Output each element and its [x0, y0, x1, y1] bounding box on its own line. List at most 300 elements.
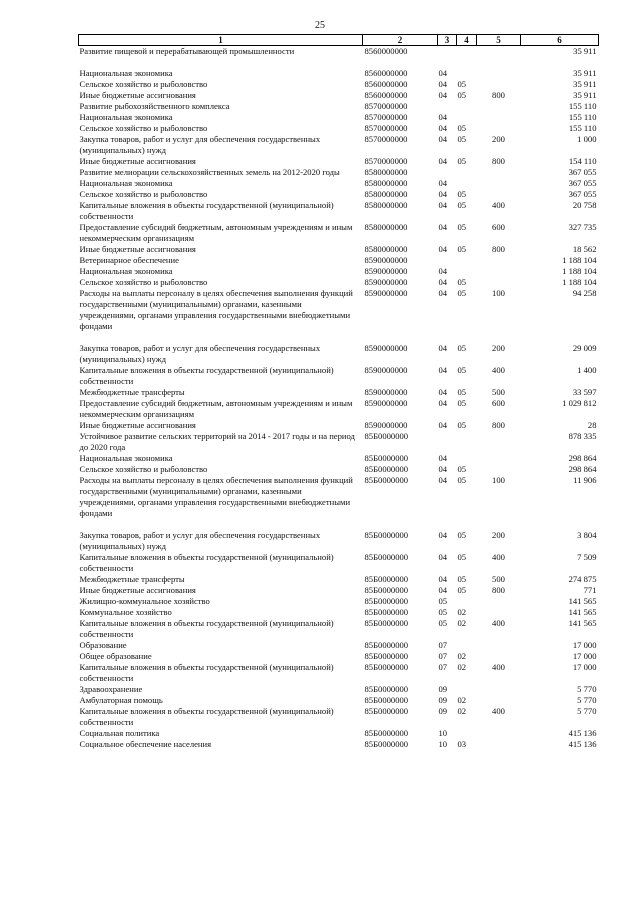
row-code: 8570000000	[364, 156, 408, 166]
row-code: 8590000000	[364, 266, 408, 276]
row-section: 04	[438, 244, 448, 254]
row-subsection: 05	[457, 475, 467, 485]
row-name: Капитальные вложения в объекты государственной (муниципальной) собственности	[79, 200, 334, 221]
table-row	[79, 365, 599, 387]
row-name: Ветеринарное обеспечение	[79, 255, 179, 265]
row-amount: 327 735	[568, 222, 597, 232]
header-col-4: 4	[457, 35, 477, 46]
row-section	[438, 255, 457, 266]
row-expense-type	[477, 640, 521, 651]
table-header	[79, 35, 599, 46]
row-expense-type	[477, 739, 521, 750]
table-row	[79, 255, 599, 266]
row-expense-type	[477, 68, 521, 79]
row-expense-type	[477, 277, 521, 288]
row-expense-type: 800	[492, 420, 505, 430]
row-expense-type: 800	[492, 90, 505, 100]
row-name: Межбюджетные трансферты	[79, 574, 185, 584]
row-subsection: 02	[457, 706, 467, 716]
row-subsection: 05	[457, 365, 467, 375]
row-expense-type	[477, 453, 521, 464]
row-code: 8590000000	[364, 365, 408, 375]
row-code: 8590000000	[364, 398, 408, 408]
row-expense-type: 400	[492, 662, 505, 672]
row-name: Развитие пищевой и перерабатывающей промышленности	[79, 46, 295, 56]
budget-table	[78, 34, 599, 750]
row-expense-type: 400	[492, 365, 505, 375]
row-section: 04	[438, 420, 448, 430]
row-subsection	[457, 453, 477, 464]
row-amount	[521, 57, 599, 68]
row-subsection: 05	[457, 552, 467, 562]
row-section: 07	[438, 662, 448, 672]
table-row	[79, 200, 599, 222]
row-name: Сельское хозяйство и рыболовство	[79, 464, 208, 474]
table-row	[79, 739, 599, 750]
row-amount: 154 110	[568, 156, 597, 166]
row-subsection	[457, 266, 477, 277]
row-expense-type	[477, 651, 521, 662]
row-code	[363, 519, 438, 530]
table-row	[79, 662, 599, 684]
row-code: 8570000000	[364, 112, 408, 122]
row-amount: 5 770	[577, 706, 597, 716]
row-code: 8580000000	[364, 244, 408, 254]
row-subsection: 02	[457, 695, 467, 705]
table-row	[79, 398, 599, 420]
row-expense-type: 400	[492, 552, 505, 562]
row-name: Иные бюджетные ассигнования	[79, 90, 196, 100]
row-amount: 1 188 104	[562, 255, 597, 265]
row-name: Образование	[79, 640, 127, 650]
row-code: 8580000000	[364, 222, 408, 232]
row-subsection	[457, 640, 477, 651]
row-subsection: 05	[457, 574, 467, 584]
row-section: 04	[438, 585, 448, 595]
row-name: Коммунальное хозяйство	[79, 607, 172, 617]
row-name: Капитальные вложения в объекты государственной (муниципальной) собственности	[79, 706, 334, 727]
header-col-3: 3	[438, 35, 457, 46]
row-amount: 17 000	[572, 662, 597, 672]
table-row	[79, 222, 599, 244]
row-amount: 5 770	[577, 695, 597, 705]
row-code: 85Б0000000	[364, 640, 409, 650]
header-col-6: 6	[521, 35, 599, 46]
table-row	[79, 618, 599, 640]
row-subsection: 02	[457, 618, 467, 628]
row-section: 09	[438, 695, 448, 705]
row-code: 85Б0000000	[364, 607, 409, 617]
row-code: 85Б0000000	[364, 585, 409, 595]
row-section: 04	[438, 530, 448, 540]
row-amount: 20 758	[572, 200, 597, 210]
row-expense-type: 500	[492, 387, 505, 397]
row-subsection: 05	[457, 134, 467, 144]
table-row	[79, 453, 599, 464]
row-expense-type: 200	[492, 530, 505, 540]
row-subsection	[457, 57, 477, 68]
row-subsection: 05	[457, 222, 467, 232]
row-section: 05	[438, 607, 448, 617]
row-section: 04	[438, 365, 448, 375]
row-section: 04	[438, 134, 448, 144]
row-amount: 415 136	[568, 728, 597, 738]
table-row	[79, 607, 599, 618]
row-section	[438, 519, 457, 530]
row-code: 8560000000	[364, 79, 408, 89]
row-expense-type: 200	[492, 343, 505, 353]
row-section: 04	[438, 90, 448, 100]
row-name: Предоставление субсидий бюджетным, автономным учреждениям и иным некоммерческим организациям	[79, 398, 353, 419]
row-subsection: 05	[457, 398, 467, 408]
row-subsection	[457, 519, 477, 530]
row-code: 8590000000	[364, 255, 408, 265]
row-amount	[521, 332, 599, 343]
row-code: 85Б0000000	[364, 574, 409, 584]
table-row	[79, 431, 599, 453]
row-section: 04	[438, 222, 448, 232]
row-amount: 18 562	[572, 244, 597, 254]
row-amount	[521, 519, 599, 530]
table-row	[79, 332, 599, 343]
row-subsection	[457, 46, 477, 58]
row-expense-type	[477, 123, 521, 134]
table-row	[79, 519, 599, 530]
table-row	[79, 112, 599, 123]
row-code: 85Б0000000	[364, 431, 409, 441]
table-row	[79, 552, 599, 574]
row-amount: 17 000	[572, 640, 597, 650]
row-name: Национальная экономика	[79, 68, 173, 78]
row-code: 85Б0000000	[364, 695, 409, 705]
table-row	[79, 101, 599, 112]
table-row	[79, 134, 599, 156]
row-expense-type: 800	[492, 585, 505, 595]
row-expense-type	[477, 332, 521, 343]
row-expense-type	[477, 607, 521, 618]
row-expense-type	[477, 101, 521, 112]
row-code: 8580000000	[364, 189, 408, 199]
row-section: 07	[438, 640, 448, 650]
row-subsection	[457, 596, 477, 607]
row-expense-type	[477, 189, 521, 200]
row-section: 07	[438, 651, 448, 661]
row-name: Развитие мелиорации сельскохозяйственных земель на 2012-2020 годы	[79, 167, 340, 177]
row-name: Национальная экономика	[79, 453, 173, 463]
row-name: Межбюджетные трансферты	[79, 387, 185, 397]
table-row	[79, 728, 599, 739]
row-subsection	[457, 68, 477, 79]
row-name: Сельское хозяйство и рыболовство	[79, 123, 208, 133]
row-code: 85Б0000000	[364, 706, 409, 716]
header-row	[79, 35, 599, 46]
row-expense-type: 600	[492, 222, 505, 232]
table-row	[79, 46, 599, 58]
row-amount: 367 055	[568, 167, 597, 177]
row-amount: 35 911	[573, 68, 597, 78]
row-subsection: 05	[457, 420, 467, 430]
row-section: 04	[438, 464, 448, 474]
row-name: Иные бюджетные ассигнования	[79, 585, 196, 595]
row-name	[79, 332, 363, 343]
row-name: Предоставление субсидий бюджетным, автономным учреждениям и иным некоммерческим организациям	[79, 222, 353, 243]
table-row	[79, 684, 599, 695]
row-section: 09	[438, 684, 448, 694]
row-code: 85Б0000000	[364, 618, 409, 628]
row-section	[438, 332, 457, 343]
row-section: 04	[438, 343, 448, 353]
row-code: 85Б0000000	[364, 739, 409, 749]
row-expense-type	[477, 255, 521, 266]
row-expense-type: 200	[492, 134, 505, 144]
row-code: 8590000000	[364, 277, 408, 287]
header-col-5: 5	[477, 35, 521, 46]
row-section: 09	[438, 706, 448, 716]
row-code: 8590000000	[364, 288, 408, 298]
row-section	[438, 431, 457, 453]
row-subsection: 05	[457, 200, 467, 210]
row-code: 8580000000	[364, 200, 408, 210]
row-name: Сельское хозяйство и рыболовство	[79, 277, 208, 287]
row-section: 04	[438, 387, 448, 397]
row-code: 85Б0000000	[364, 530, 409, 540]
row-amount: 771	[583, 585, 597, 595]
row-section: 04	[438, 552, 448, 562]
row-section: 04	[438, 453, 448, 463]
row-amount: 3 804	[577, 530, 597, 540]
row-expense-type: 400	[492, 706, 505, 716]
row-expense-type	[477, 266, 521, 277]
row-amount: 29 009	[572, 343, 597, 353]
header-col-1: 1	[79, 35, 363, 46]
row-name: Социальное обеспечение населения	[79, 739, 212, 749]
row-subsection: 05	[457, 244, 467, 254]
row-amount: 1 188 104	[562, 266, 597, 276]
row-name: Национальная экономика	[79, 178, 173, 188]
row-expense-type	[477, 167, 521, 178]
row-code: 85Б0000000	[364, 475, 409, 485]
row-name: Закупка товаров, работ и услуг для обеспечения государственных (муниципальных) нужд	[79, 343, 321, 364]
row-name: Сельское хозяйство и рыболовство	[79, 189, 208, 199]
row-code: 85Б0000000	[364, 453, 409, 463]
table-row	[79, 57, 599, 68]
table-row	[79, 343, 599, 365]
row-amount: 367 055	[568, 189, 597, 199]
table-row	[79, 68, 599, 79]
row-code: 8570000000	[364, 123, 408, 133]
table-row	[79, 475, 599, 519]
row-code: 8580000000	[364, 178, 408, 188]
row-amount: 155 110	[568, 112, 597, 122]
row-expense-type	[477, 57, 521, 68]
row-name: Устойчивое развитие сельских территорий на 2014 - 2017 годы и на период до 2020 года	[79, 431, 355, 452]
row-subsection: 05	[457, 189, 467, 199]
row-code: 85Б0000000	[364, 728, 409, 738]
row-expense-type: 500	[492, 574, 505, 584]
row-expense-type	[477, 728, 521, 739]
row-code: 8560000000	[364, 68, 408, 78]
row-subsection: 02	[457, 607, 467, 617]
row-section: 04	[438, 112, 448, 122]
row-name: Жилищно-коммунальное хозяйство	[79, 596, 210, 606]
row-code: 8570000000	[364, 134, 408, 144]
table-row	[79, 178, 599, 189]
row-subsection: 05	[457, 123, 467, 133]
row-section: 04	[438, 156, 448, 166]
row-amount: 33 597	[572, 387, 597, 397]
table-row	[79, 387, 599, 398]
row-expense-type	[477, 596, 521, 607]
row-expense-type	[477, 684, 521, 695]
table-row	[79, 464, 599, 475]
table-row	[79, 596, 599, 607]
row-code: 85Б0000000	[364, 651, 409, 661]
table-row	[79, 266, 599, 277]
row-amount: 298 864	[568, 464, 597, 474]
row-name: Капитальные вложения в объекты государственной (муниципальной) собственности	[79, 552, 334, 573]
row-section: 04	[438, 475, 448, 485]
row-subsection	[457, 167, 477, 178]
row-expense-type	[477, 519, 521, 530]
row-section: 04	[438, 398, 448, 408]
row-section: 04	[438, 189, 448, 199]
row-subsection: 05	[457, 277, 467, 287]
table-row	[79, 79, 599, 90]
table-row	[79, 156, 599, 167]
row-name: Капитальные вложения в объекты государственной (муниципальной) собственности	[79, 618, 334, 639]
row-name: Капитальные вложения в объекты государственной (муниципальной) собственности	[79, 365, 334, 386]
row-section: 04	[438, 123, 448, 133]
row-section: 05	[438, 596, 448, 606]
row-amount: 5 770	[577, 684, 597, 694]
row-section: 04	[438, 178, 448, 188]
table-row	[79, 706, 599, 728]
row-name: Закупка товаров, работ и услуг для обеспечения государственных (муниципальных) нужд	[79, 530, 321, 551]
table-row	[79, 420, 599, 431]
row-name: Капитальные вложения в объекты государственной (муниципальной) собственности	[79, 662, 334, 683]
row-name	[79, 519, 363, 530]
row-expense-type	[477, 695, 521, 706]
row-name: Расходы на выплаты персоналу в целях обеспечения выполнения функций государственными (муниципальными) органами, казенными учреждениями, органами управления государственными внебюджетными фондами	[79, 288, 353, 331]
row-code: 8590000000	[364, 343, 408, 353]
table-row	[79, 189, 599, 200]
table-row	[79, 90, 599, 101]
table-row	[79, 277, 599, 288]
row-name: Развитие рыбохозяйственного комплекса	[79, 101, 230, 111]
row-name: Иные бюджетные ассигнования	[79, 156, 196, 166]
row-amount: 141 565	[568, 607, 597, 617]
row-amount: 35 911	[573, 46, 597, 56]
row-section: 04	[438, 79, 448, 89]
row-code	[363, 57, 438, 68]
row-name: Иные бюджетные ассигнования	[79, 420, 196, 430]
row-expense-type: 800	[492, 156, 505, 166]
row-expense-type: 800	[492, 244, 505, 254]
table-row	[79, 123, 599, 134]
row-section	[438, 101, 457, 112]
row-expense-type: 100	[492, 475, 505, 485]
row-subsection: 05	[457, 585, 467, 595]
row-section: 04	[438, 68, 448, 78]
row-name: Национальная экономика	[79, 112, 173, 122]
table-row	[79, 651, 599, 662]
row-amount: 155 110	[568, 101, 597, 111]
row-amount: 1 400	[577, 365, 597, 375]
table-row	[79, 695, 599, 706]
row-section: 04	[438, 266, 448, 276]
row-expense-type: 600	[492, 398, 505, 408]
row-amount: 7 509	[577, 552, 597, 562]
row-name: Национальная экономика	[79, 266, 173, 276]
table-row	[79, 640, 599, 651]
row-name: Общее образование	[79, 651, 152, 661]
row-amount: 17 000	[572, 651, 597, 661]
row-section	[438, 57, 457, 68]
row-subsection	[457, 684, 477, 695]
row-section: 10	[438, 728, 448, 738]
row-amount: 1 000	[577, 134, 597, 144]
row-subsection: 05	[457, 156, 467, 166]
row-name: Сельское хозяйство и рыболовство	[79, 79, 208, 89]
table-body	[79, 46, 599, 751]
row-subsection	[457, 178, 477, 189]
row-amount: 1 188 104	[562, 277, 597, 287]
row-code: 8590000000	[364, 420, 408, 430]
table-row	[79, 244, 599, 255]
row-code: 8580000000	[364, 167, 408, 177]
row-section: 04	[438, 277, 448, 287]
row-code: 85Б0000000	[364, 596, 409, 606]
row-amount: 94 258	[572, 288, 597, 298]
row-subsection: 05	[457, 387, 467, 397]
row-section: 04	[438, 200, 448, 210]
row-amount: 11 906	[573, 475, 597, 485]
table-row	[79, 167, 599, 178]
row-name: Социальная политика	[79, 728, 160, 738]
row-subsection: 05	[457, 464, 467, 474]
row-amount: 35 911	[573, 79, 597, 89]
row-subsection	[457, 101, 477, 112]
row-name: Иные бюджетные ассигнования	[79, 244, 196, 254]
row-code: 8590000000	[364, 387, 408, 397]
page-number: 25	[315, 20, 325, 31]
row-expense-type: 100	[492, 288, 505, 298]
row-code: 85Б0000000	[364, 464, 409, 474]
row-subsection: 05	[457, 90, 467, 100]
row-subsection: 03	[457, 739, 467, 749]
row-amount: 35 911	[573, 90, 597, 100]
row-code: 85Б0000000	[364, 684, 409, 694]
row-amount: 298 864	[568, 453, 597, 463]
row-subsection	[457, 255, 477, 266]
row-name	[79, 57, 363, 68]
row-section	[438, 167, 457, 178]
row-code: 8560000000	[364, 90, 408, 100]
row-amount: 155 110	[568, 123, 597, 133]
row-subsection	[457, 728, 477, 739]
row-subsection	[457, 431, 477, 453]
row-subsection: 05	[457, 530, 467, 540]
row-code: 8560000000	[364, 46, 408, 56]
row-name: Закупка товаров, работ и услуг для обеспечения государственных (муниципальных) нужд	[79, 134, 321, 155]
row-amount: 878 335	[568, 431, 597, 441]
row-expense-type	[477, 178, 521, 189]
row-amount: 28	[587, 420, 597, 430]
row-code: 85Б0000000	[364, 662, 409, 672]
row-expense-type: 400	[492, 200, 505, 210]
row-expense-type	[477, 112, 521, 123]
row-section: 05	[438, 618, 448, 628]
